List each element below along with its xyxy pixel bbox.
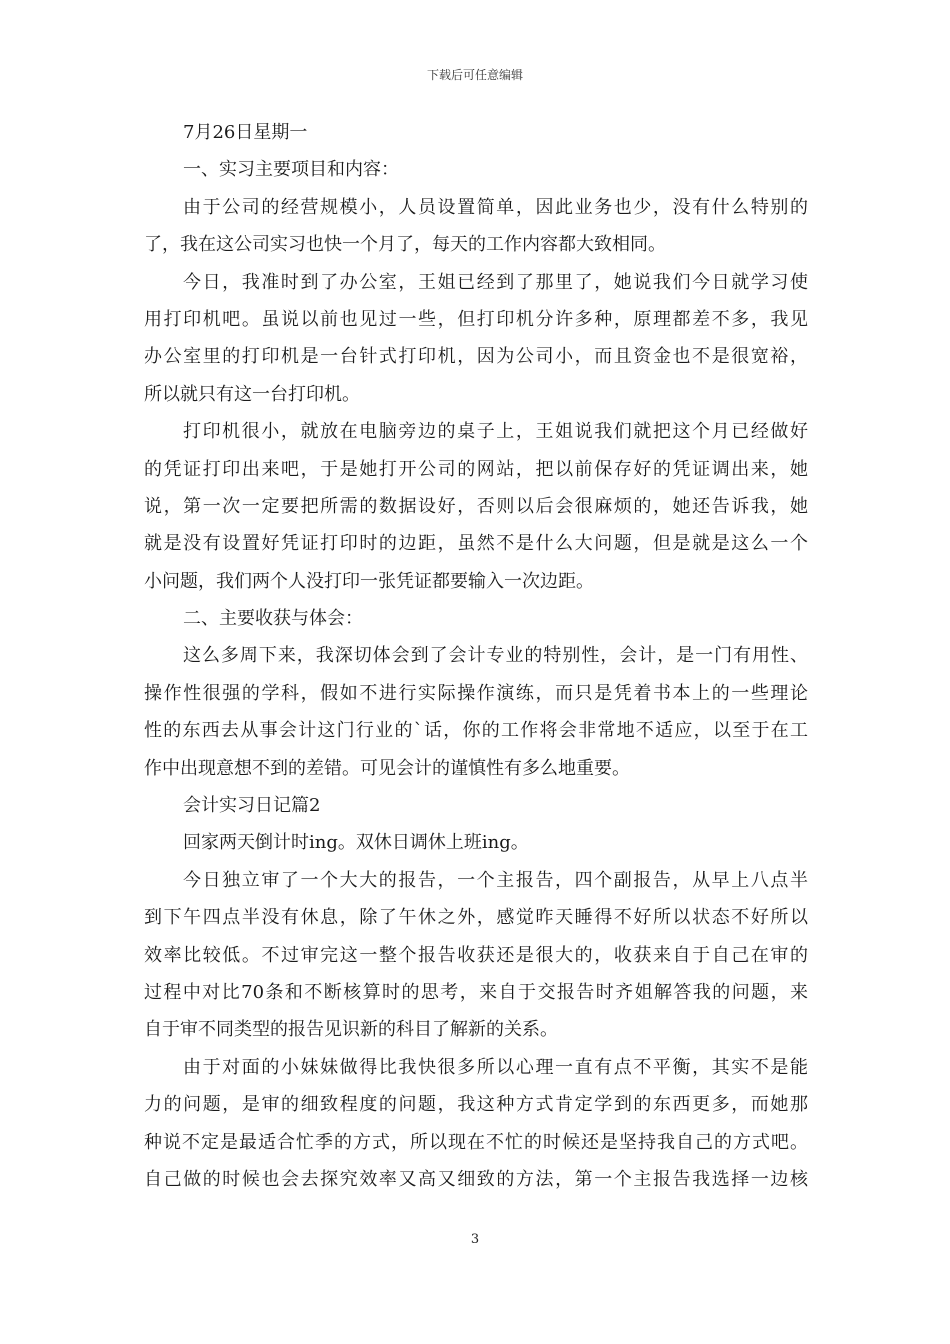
text-line: 7月26日星期一 <box>183 122 308 143</box>
text-line: 会计实习日记篇2 <box>183 795 321 817</box>
text-line: 打印机很小，就放在电脑旁边的桌子上，王姐说我们就把这个月已经做好 <box>183 421 808 443</box>
text-line: 所以就只有这一台打印机。 <box>144 383 360 405</box>
text-line: 过程中对比70条和不断核算时的思考，来自于交报告时齐姐解答我的问题，来 <box>144 981 808 1003</box>
text-line: 作中出现意想不到的差错。可见会计的谨慎性有多么地重要。 <box>144 757 630 779</box>
text-line: 性的东西去从事会计这门行业的`话，你的工作将会非常地不适应，以至于在工 <box>144 720 808 742</box>
text-line: 的凭证打印出来吧，于是她打开公司的网站，把以前保存好的凭证调出来，她 <box>144 458 808 480</box>
text-line: 由于对面的小妹妹做得比我快很多所以心理一直有点不平衡，其实不是能 <box>183 1056 808 1078</box>
page-number: 3 <box>470 1232 480 1247</box>
text-line: 二、主要收获与体会： <box>183 608 363 630</box>
text-line: 操作性很强的学科，假如不进行实际操作演练，而只是凭着书本上的一些理论 <box>144 682 808 704</box>
text-line: 一、实习主要项目和内容： <box>183 159 399 181</box>
text-line: 回家两天倒计时ing。双休日调休上班ing。 <box>183 832 529 854</box>
text-line: 到下午四点半没有休息，除了午休之外，感觉昨天睡得不好所以状态不好所以 <box>144 907 808 929</box>
page-header-note: 下载后可任意编辑 <box>426 68 523 82</box>
text-line: 种说不定是最适合忙季的方式，所以现在不忙的时候还是坚持我自己的方式吧。 <box>144 1131 808 1153</box>
text-line: 自于审不同类型的报告见识新的科目了解新的关系。 <box>144 1019 558 1041</box>
text-line: 效率比较低。不过审完这一整个报告收获还是很大的，收获来自于自己在审的 <box>144 944 808 966</box>
text-line: 自己做的时候也会去探究效率又高又细致的方法，第一个主报告我选择一边核 <box>144 1168 808 1190</box>
text-line: 由于公司的经营规模小，人员设置简单，因此业务也少，没有什么特别的 <box>183 196 808 218</box>
document-body <box>144 114 808 1198</box>
text-line: 说，第一次一定要把所需的数据设好，否则以后会很麻烦的，她还告诉我，她 <box>144 495 808 517</box>
text-line: 用打印机吧。虽说以前也见过一些，但打印机分许多种，原理都差不多，我见 <box>144 308 808 330</box>
text-line: 小问题，我们两个人没打印一张凭证都要输入一次边距。 <box>144 570 594 592</box>
text-line: 今日独立审了一个大大的报告，一个主报告，四个副报告，从早上八点半 <box>183 869 808 891</box>
text-line: 今日，我准时到了办公室，王姐已经到了那里了，她说我们今日就学习使 <box>183 271 808 293</box>
text-line: 办公室里的打印机是一台针式打印机，因为公司小，而且资金也不是很宽裕， <box>144 346 808 368</box>
text-line: 了，我在这公司实习也快一个月了，每天的工作内容都大致相同。 <box>144 234 666 256</box>
text-line: 力的问题，是审的细致程度的问题，我这种方式肯定学到的东西更多，而她那 <box>144 1094 808 1116</box>
text-line: 这么多周下来，我深切体会到了会计专业的特别性，会计，是一门有用性、 <box>183 645 808 667</box>
text-line: 就是没有设置好凭证打印时的边距，虽然不是什么大问题，但是就是这么一个 <box>144 533 808 555</box>
